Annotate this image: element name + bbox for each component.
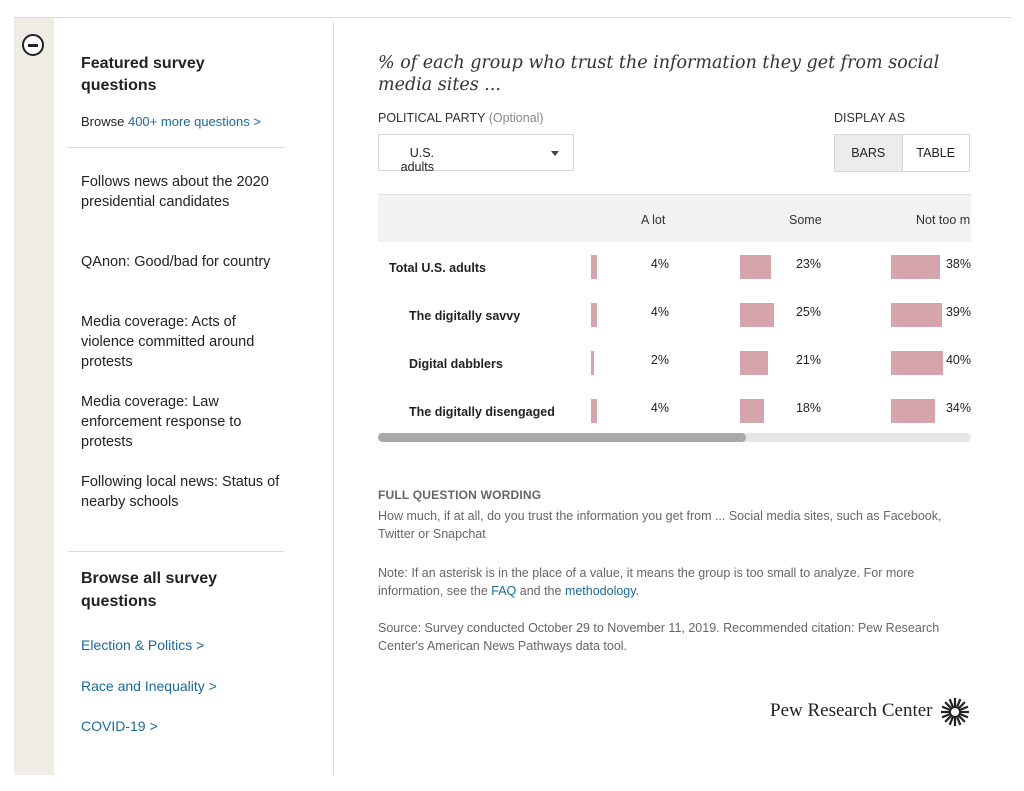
note-text	[378, 564, 968, 600]
sidebar-rule	[68, 147, 284, 148]
bar-mark	[740, 255, 771, 279]
value-label: 40%	[945, 353, 971, 367]
row-group-label: The digitally savvy	[409, 309, 521, 323]
topic-link-race[interactable]: Race and Inequality >	[81, 678, 217, 694]
featured-question-item[interactable]: Follows news about the 2020 presidential candidates	[81, 174, 269, 210]
note-prefix: Note: If an asterisk is in the place of a value, it means the group is too small to analyze. For more information, see the	[378, 566, 915, 598]
methodology-link[interactable]: methodology	[564, 584, 636, 598]
collapse-sidebar-button[interactable]	[22, 34, 44, 56]
source-text: Source: Survey conducted October 29 to November 11, 2019. Recommended citation: Pew Research Center's American News Pathways data tool.	[378, 621, 940, 653]
bar-mark	[740, 351, 768, 375]
display-toggle	[834, 134, 970, 172]
row-group-label: Digital dabblers	[409, 357, 503, 371]
party-select[interactable]	[378, 134, 574, 174]
party-select-value: U.S. adults	[400, 146, 434, 174]
value-label: 38%	[945, 257, 971, 271]
chart-title: % of each group who trust the information they get from social media sites ...	[378, 53, 940, 95]
value-label: 34%	[945, 401, 971, 415]
bar-mark	[591, 255, 597, 279]
bar-mark	[740, 399, 764, 423]
column-header: Not too m	[916, 213, 971, 227]
table-row	[378, 386, 971, 435]
column-header: A lot	[641, 213, 666, 227]
horizontal-scrollbar[interactable]	[378, 433, 971, 442]
party-label	[378, 111, 544, 125]
minus-icon	[28, 44, 38, 47]
featured-questions-title: Featured survey questions	[81, 55, 205, 94]
results-table	[378, 194, 971, 446]
display-bars-button[interactable]: BARS	[835, 135, 903, 171]
table-row	[378, 338, 971, 387]
browse-more-line	[81, 114, 261, 129]
row-group-label: The digitally disengaged	[409, 405, 555, 419]
display-as-label: DISPLAY AS	[834, 111, 906, 125]
topic-link-election[interactable]: Election & Politics >	[81, 637, 205, 653]
value-label: 4%	[650, 401, 669, 415]
pew-logo-text: Pew Research Center	[770, 700, 933, 721]
full-wording-text: How much, if at all, do you trust the information you get from ... Social media sites, such as Facebook, Twitter or Snapchat	[378, 509, 942, 541]
bar-mark	[591, 351, 594, 375]
featured-question-item[interactable]: Following local news: Status of nearby schools	[81, 474, 280, 510]
note-end: .	[635, 584, 640, 598]
party-optional-text: (Optional)	[488, 111, 544, 125]
party-label-text: POLITICAL PARTY	[378, 111, 486, 125]
top-divider	[14, 17, 1012, 18]
scrollbar-thumb[interactable]	[378, 433, 746, 442]
sidebar-divider	[333, 22, 334, 775]
row-group-label: Total U.S. adults	[389, 261, 486, 275]
topic-link-covid[interactable]: COVID-19 >	[81, 718, 158, 734]
bar-mark	[891, 399, 935, 423]
featured-question-item[interactable]: Media coverage: Acts of violence committed around protests	[81, 314, 255, 370]
value-label: 2%	[650, 353, 669, 367]
browse-all-title: Browse all survey questions	[81, 570, 218, 610]
browse-more-link[interactable]: 400+ more questions >	[127, 114, 261, 129]
faq-link[interactable]: FAQ	[491, 584, 517, 598]
value-label: 21%	[795, 353, 821, 367]
collapse-column	[14, 18, 54, 775]
featured-question-item[interactable]: QAnon: Good/bad for country	[81, 254, 271, 270]
featured-question-item[interactable]: Media coverage: Law enforcement response to protests	[81, 394, 242, 450]
full-wording-heading: FULL QUESTION WORDING	[378, 488, 542, 502]
chevron-down-icon	[551, 151, 559, 156]
table-header	[378, 194, 971, 243]
bar-mark	[740, 303, 774, 327]
table-row	[378, 242, 971, 291]
pew-sunburst-icon	[940, 697, 970, 727]
display-table-button[interactable]: TABLE	[916, 146, 956, 160]
table-row	[378, 290, 971, 339]
value-label: 4%	[650, 257, 669, 271]
value-label: 18%	[795, 401, 821, 415]
value-label: 39%	[945, 305, 971, 319]
note-mid: and the	[516, 584, 565, 598]
browse-prefix: Browse	[81, 114, 128, 129]
value-label: 4%	[650, 305, 669, 319]
value-label: 23%	[795, 257, 821, 271]
bar-mark	[591, 303, 597, 327]
bar-mark	[591, 399, 597, 423]
value-label: 25%	[795, 305, 821, 319]
sidebar-rule	[68, 551, 284, 552]
column-header: Some	[789, 213, 822, 227]
